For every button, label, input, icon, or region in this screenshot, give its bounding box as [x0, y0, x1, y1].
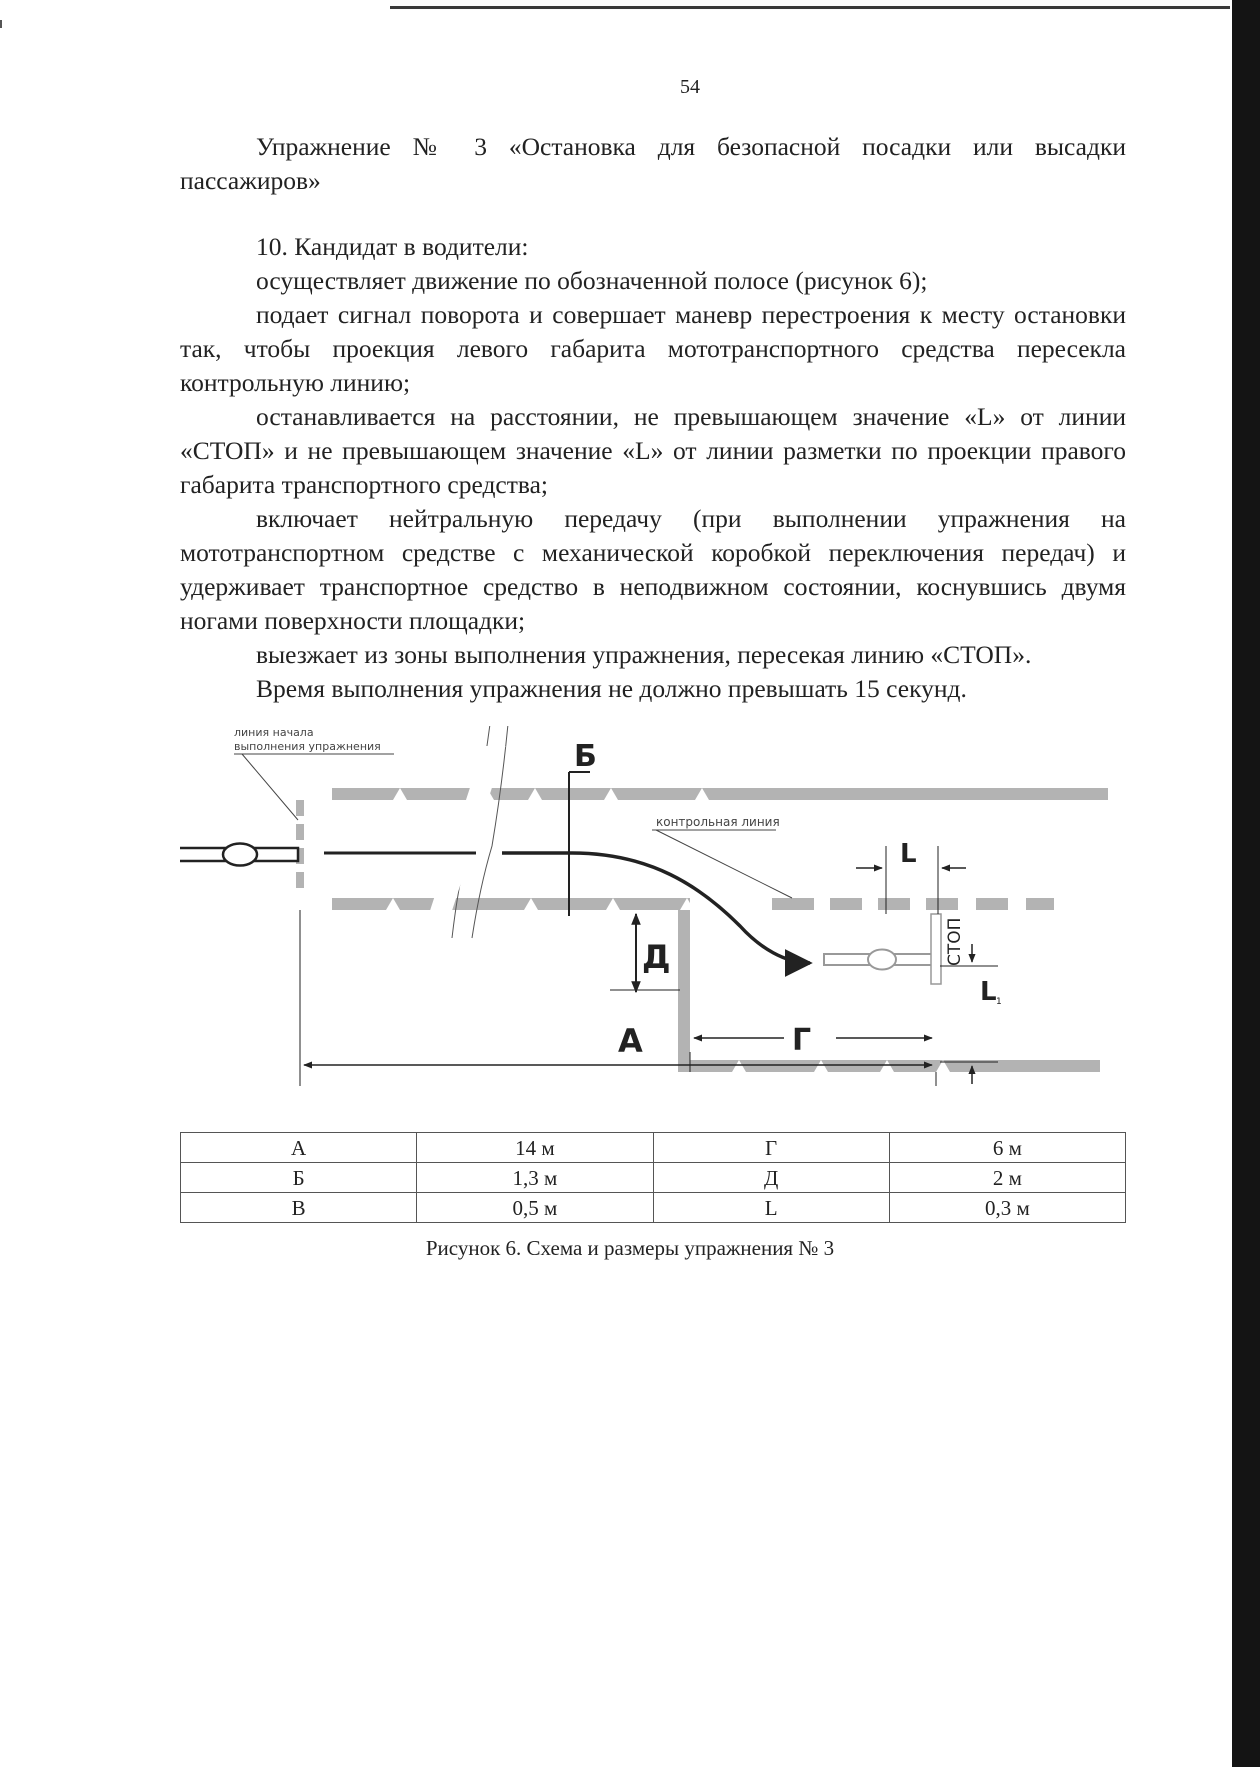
table-cell: L [653, 1193, 889, 1223]
table-cell: 2 м [889, 1163, 1125, 1193]
body-text [180, 230, 1126, 706]
table-cell: 14 м [417, 1133, 653, 1163]
table-row [181, 1193, 1126, 1223]
exercise-diagram [180, 726, 1140, 1126]
figure-caption: Рисунок 6. Схема и размеры упражнения № 3 [425, 1236, 835, 1260]
upper-lane-marking [332, 788, 1108, 800]
stop-line [931, 914, 941, 984]
dimensions-table [180, 1132, 1126, 1223]
scan-edge-top [390, 6, 1230, 9]
table-cell: 1,3 м [417, 1163, 653, 1193]
table-cell: Д [653, 1163, 889, 1193]
start-line [296, 800, 304, 888]
control-line-dashes [772, 898, 1054, 910]
stop-label: СТОП [945, 917, 965, 966]
paragraph-6: выезжает из зоны выполнения упражнения, пересекая линию «СТОП». [256, 640, 1032, 669]
dim-G-label: Г [792, 1023, 812, 1058]
dim-L1-subscript: 1 [996, 997, 1002, 1007]
dim-L1-label: L [980, 977, 997, 1007]
lower-lane-marking [332, 898, 684, 910]
dim-D-label: Д [642, 938, 671, 976]
exercise-heading [180, 130, 1126, 198]
motorcycle-start-icon [180, 844, 298, 866]
table-row [181, 1163, 1126, 1193]
scan-mark-left [0, 20, 2, 28]
paragraph-4: останавливается на расстоянии, не превышающем значение «L» от линии «СТОП» и не превышающем значение «L» от линии разметки по проекции правого габарита транспортного средства; [180, 402, 1126, 499]
paragraph-1: 10. Кандидат в водители: [256, 232, 529, 261]
table-cell: 6 м [889, 1133, 1125, 1163]
scan-edge-right [1232, 0, 1260, 1767]
table-cell: 0,5 м [417, 1193, 653, 1223]
dim-B-label: Б [574, 739, 597, 774]
start-line-leader [242, 754, 298, 820]
table-cell: Г [653, 1133, 889, 1163]
start-line-label-2: выполнения упражнения [234, 740, 381, 753]
paragraph-7: Время выполнения упражнения не должно превышать 15 секунд. [256, 674, 967, 703]
table-cell: 0,3 м [889, 1193, 1125, 1223]
paragraph-3: подает сигнал поворота и совершает маневр перестроения к месту остановки так, чтобы проекция левого габарита мототранспортного средства пересекла контрольную линию; [180, 300, 1126, 397]
table-cell: В [181, 1193, 417, 1223]
paragraph-5: включает нейтральную передачу (при выполнении упражнения на мототранспортном средстве с механической коробкой переключения передач) и удерживает транспортное средство в неподвижном состоянии, коснувшись двумя ногами поверхности площадки; [180, 504, 1126, 635]
motorcycle-stop-icon [824, 950, 932, 970]
bay-left-marking [678, 898, 690, 1072]
table-row [181, 1133, 1126, 1163]
page-number: 54 [680, 76, 700, 98]
heading-text: Упражнение № 3 «Остановка для безопасной посадки или высадки пассажиров» [180, 132, 1126, 195]
control-line-leader [656, 830, 792, 898]
control-line-label: контрольная линия [656, 815, 780, 829]
table-cell: А [181, 1133, 417, 1163]
paragraph-2: осуществляет движение по обозначенной полосе (рисунок 6); [256, 266, 928, 295]
dim-L-label: L [900, 839, 917, 869]
dim-A-label: А [618, 1022, 643, 1060]
start-line-label-1: линия начала [234, 726, 314, 739]
table-cell: Б [181, 1163, 417, 1193]
